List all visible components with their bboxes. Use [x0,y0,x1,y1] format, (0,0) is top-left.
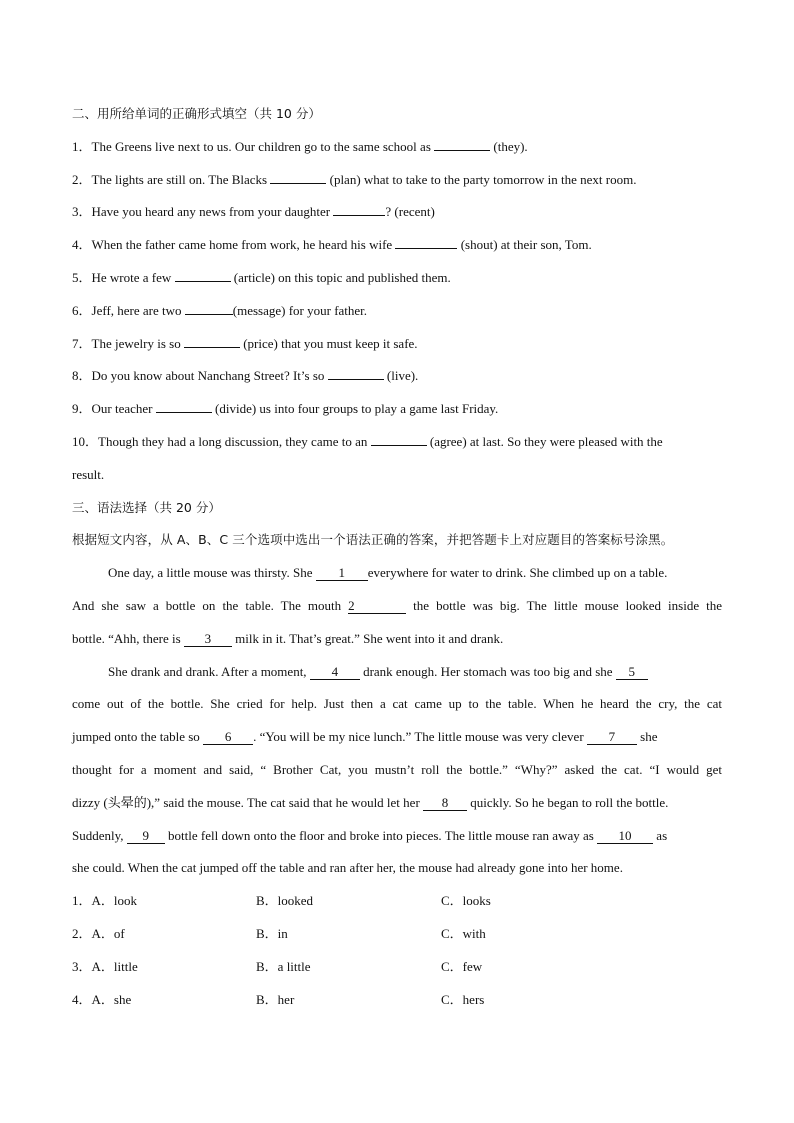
passage-blank[interactable]: 10 [597,829,653,844]
passage-line: Suddenly, 9 bottle fell down onto the floor and broke into pieces. The little mouse ran away as 10 as [72,827,668,843]
options-row-4: 4．A．she B．her C．hers [72,984,722,1017]
options-row-2: 2．A．of B．in C．with [72,918,722,951]
question-1: 1．The Greens live next to us. Our children go to the same school as (they). [72,138,528,154]
passage-blank[interactable]: 8 [423,796,467,811]
question-2: 2．The lights are still on. The Blacks (plan) what to take to the party tomorrow in the next room. [72,171,637,187]
answer-blank[interactable] [270,183,326,184]
passage-blank[interactable]: 7 [587,730,637,745]
answer-blank[interactable] [371,445,427,446]
section2-heading: 二、用所给单词的正确形式填空（共 10 分） [72,106,321,121]
worksheet-page [72,98,722,1016]
question-9: 9．Our teacher (divide) us into four groups to play a game last Friday. [72,401,499,417]
passage-line: She drank and drank. After a moment, 4 drank enough. Her stomach was too big and she 5 [72,656,722,689]
answer-blank[interactable] [156,412,212,413]
answer-blank[interactable] [328,379,384,380]
question-10-continued: result. [72,466,105,482]
option-b[interactable]: B．her [256,991,295,1007]
answer-blank[interactable] [333,215,385,216]
option-c[interactable]: C．with [441,925,486,941]
section3-heading: 三、语法选择（共 20 分） [72,499,221,515]
option-a[interactable]: A．she [91,991,132,1007]
question-5: 5．He wrote a few (article) on this topic and published them. [72,269,451,285]
answer-blank[interactable] [184,347,240,348]
question-4: 4．When the father came home from work, he heard his wife (shout) at their son, Tom. [72,237,592,253]
question-3: 3．Have you heard any news from your daughter ? (recent) [72,204,435,220]
option-a[interactable]: A．little [91,958,138,974]
option-c[interactable]: C．looks [441,893,491,909]
question-8: 8．Do you know about Nanchang Street? It’s so (live). [72,368,419,384]
option-b[interactable]: B．looked [256,893,314,909]
options-row-3: 3．A．little B．a little C．few [72,951,722,984]
answer-blank[interactable] [185,314,233,315]
question-7: 7．The jewelry is so (price) that you must keep it safe. [72,335,418,351]
option-a[interactable]: A．of [91,925,125,941]
option-b[interactable]: B．a little [256,958,311,974]
passage-line: bottle. “Ahh, there is 3 milk in it. That’s great.” She went into it and drank. [72,630,504,646]
answer-blank[interactable] [434,150,490,151]
answer-blank[interactable] [395,248,457,249]
option-b[interactable]: B．in [256,925,288,941]
passage-blank[interactable]: 2 [348,599,406,614]
passage-line: dizzy (头晕的),” said the mouse. The cat said that he would let her 8 quickly. So he began to roll the bottle. [72,794,669,810]
passage-blank[interactable]: 1 [316,566,368,581]
passage-line: One day, a little mouse was thirsty. She 1 everywhere for water to drink. She climbed up on a table. [108,565,668,581]
options-row-1: 1．A．look B．looked C．looks [72,885,722,918]
passage-line: And she saw a bottle on the table. The mouth 2 the bottle was big. The little mouse looked inside the [72,597,722,613]
option-c[interactable]: C．hers [441,991,485,1007]
section3-instruction: 根据短文内容，从 A、B、C 三个选项中选出一个语法正确的答案，并把答题卡上对应题目的答案标号涂黑。 [72,532,674,548]
passage-line: thought for a moment and said, “ Brother Cat, you mustn’t roll the bottle.” “Why?” asked the cat. “I would get [72,761,722,777]
passage-blank[interactable]: 3 [184,632,232,647]
passage-blank[interactable]: 9 [127,829,165,844]
option-c[interactable]: C．few [441,958,483,974]
passage-blank[interactable]: 5 [616,665,648,680]
answer-blank[interactable] [175,281,231,282]
question-6: 6．Jeff, here are two (message) for your father. [72,302,368,318]
option-a[interactable]: A．look [91,893,138,909]
passage-line: come out of the bottle. She cried for help. Just then a cat came up to the table. When he heard the cry, the cat [72,696,722,712]
passage-blank[interactable]: 6 [203,730,253,745]
passage-blank[interactable]: 4 [310,665,360,680]
question-10: 10．Though they had a long discussion, they came to an (agree) at last. So they were pleased with the [72,433,663,449]
passage [72,557,722,885]
passage-line: jumped onto the table so 6 . “You will be my nice lunch.” The little mouse was very clever 7 she [72,729,658,745]
passage-line: she could. When the cat jumped off the table and ran after her, the mouse had already gone into her home. [72,860,623,876]
